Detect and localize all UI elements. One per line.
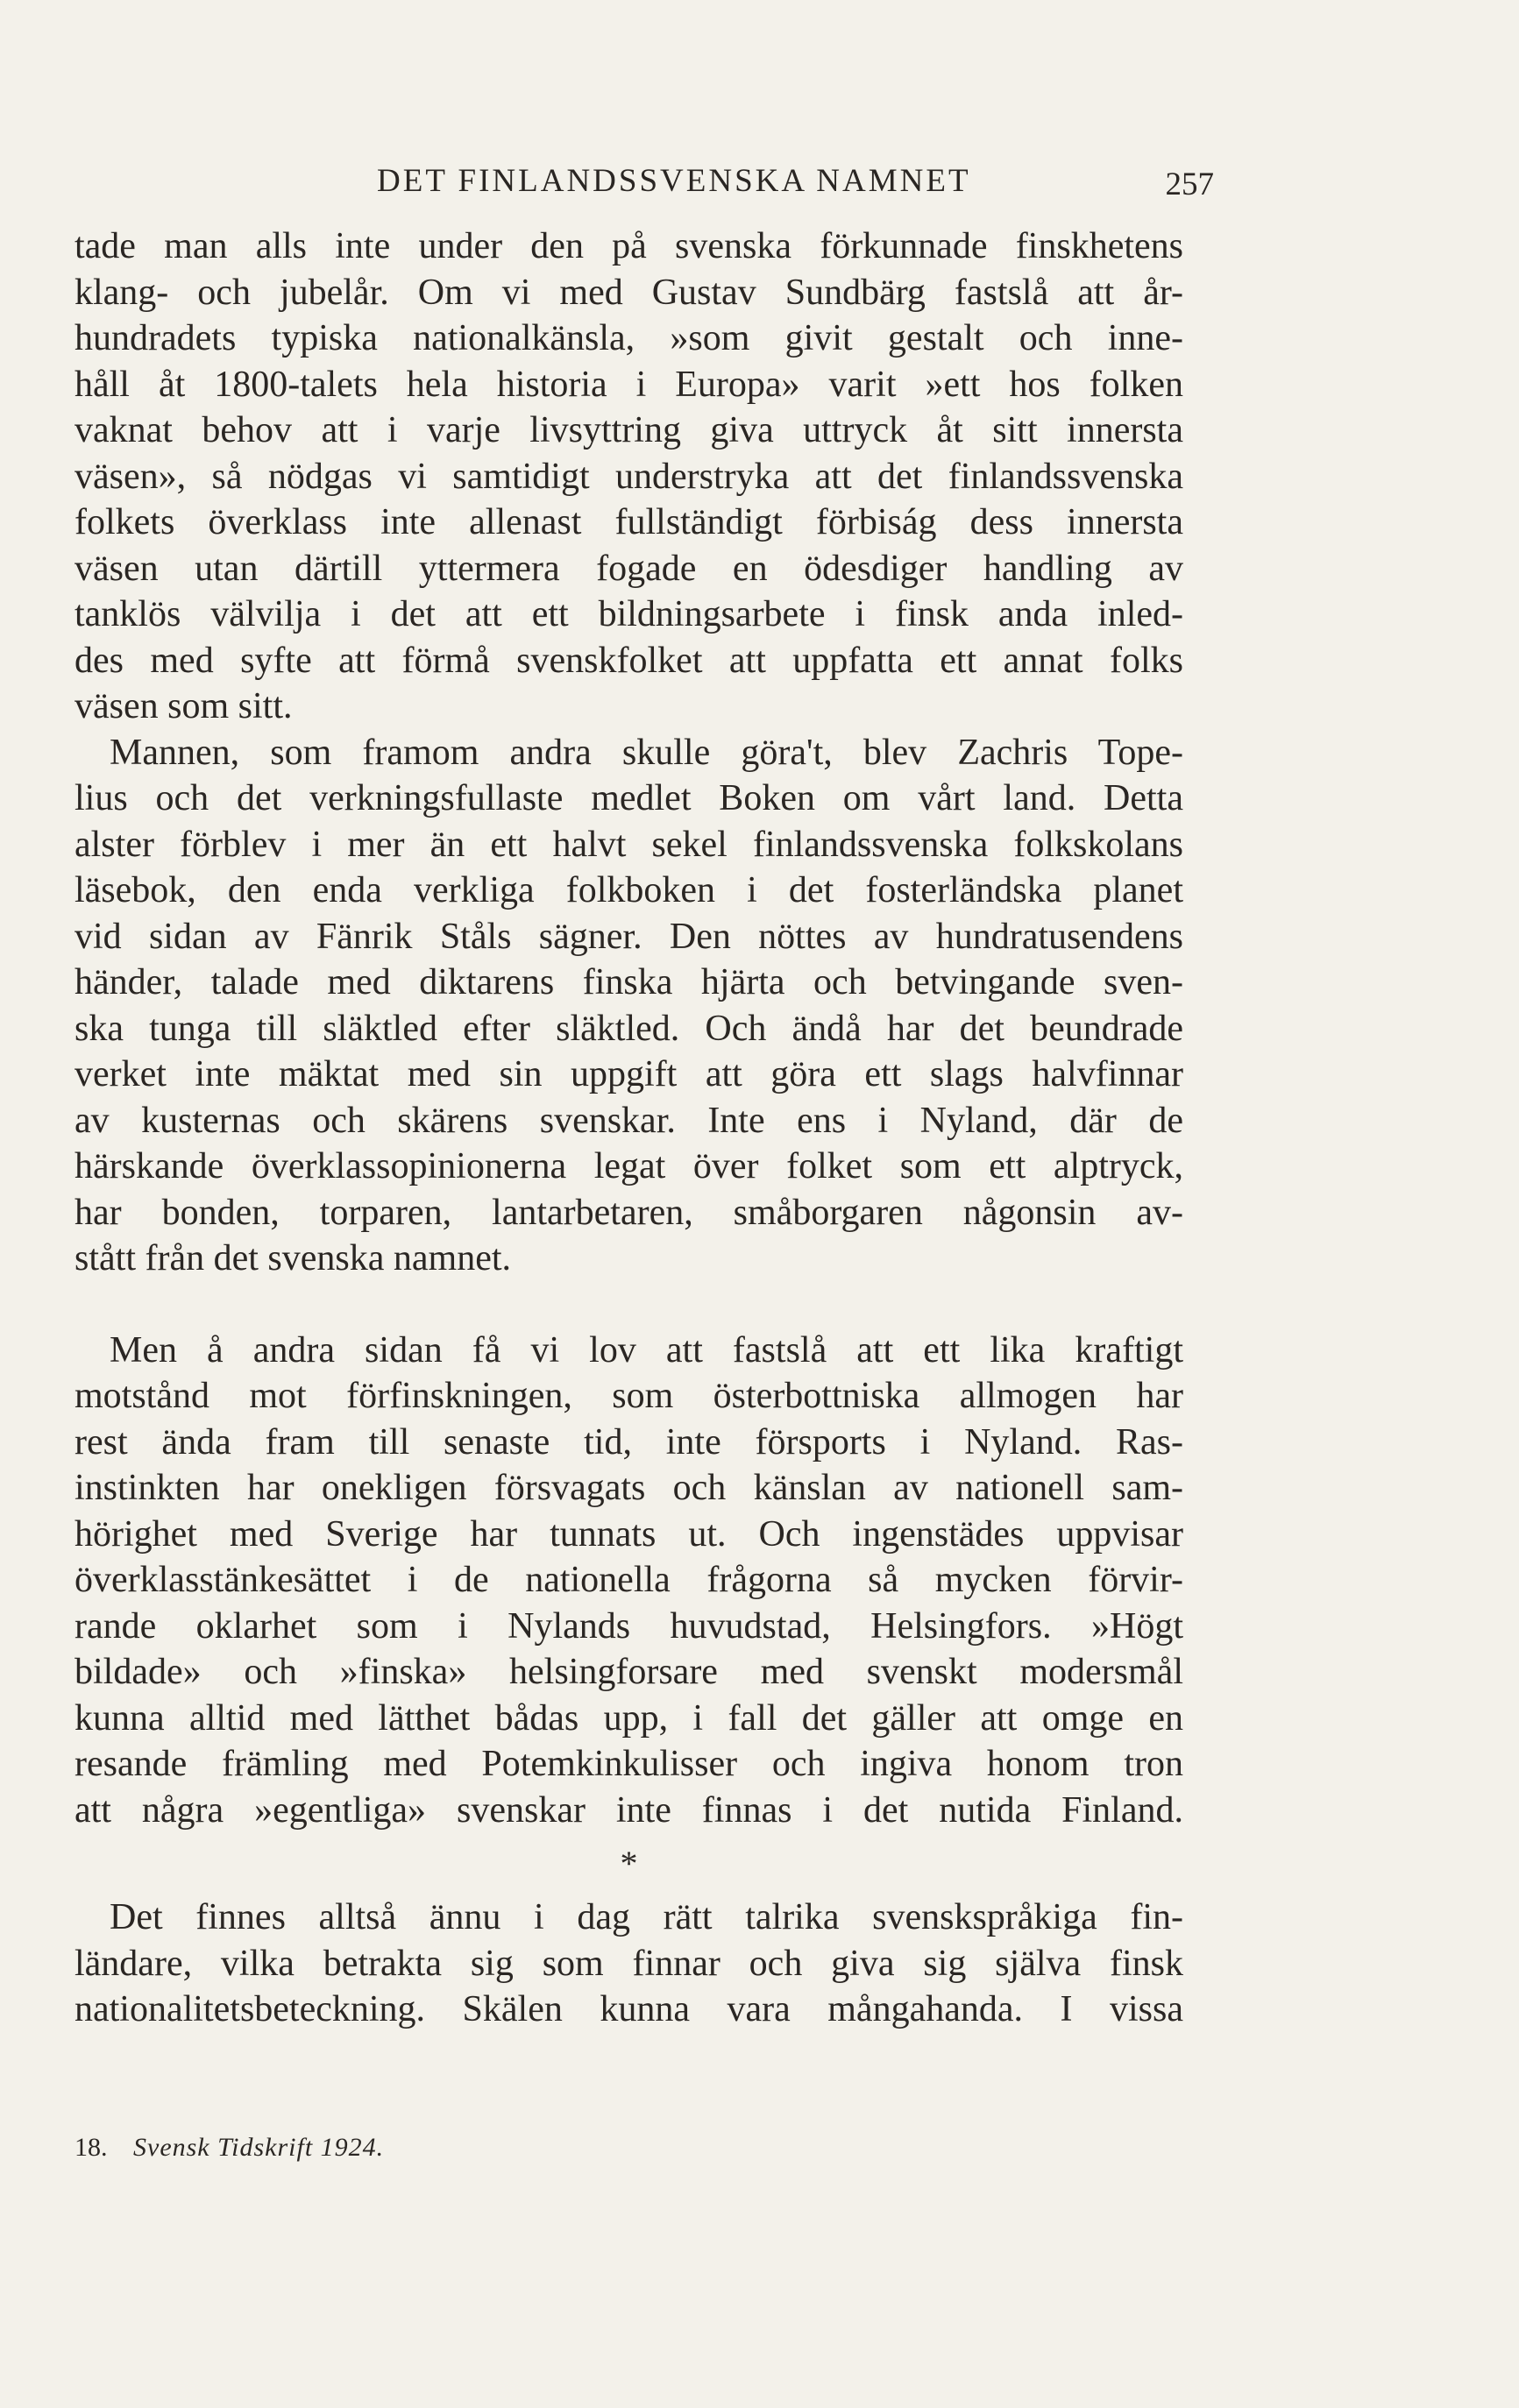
text-line: des med syfte att förmå svenskfolket att uppfatta ett annat folks [75, 640, 1183, 681]
text-line: tade man alls inte under den på svenska förkunnade finskhetens [75, 226, 1183, 266]
body-text [75, 223, 1183, 2033]
text-line: hundradets typiska nationalkänsla, »som givit gestalt och inne- [75, 318, 1183, 358]
text-line: har bonden, torparen, lantarbetaren, småborgaren någonsin av- [75, 1192, 1183, 1233]
paragraph-1 [75, 223, 1183, 730]
text-line: ländare, vilka betrakta sig som finnar och giva sig själva finsk [75, 1943, 1183, 1984]
text-line: alster förblev i mer än ett halvt sekel finlandssvenska folkskolans [75, 824, 1183, 865]
page-header [75, 162, 1214, 215]
paragraph-gap [75, 1282, 1183, 1328]
text-line: väsen utan därtill yttermera fogade en ödesdiger handling av [75, 548, 1183, 589]
text-line: nationalitetsbeteckning. Skälen kunna vara mångahanda. I vissa [75, 1989, 1183, 2029]
text-line: lius och det verkningsfullaste medlet Boken om vårt land. Detta [75, 778, 1183, 818]
text-line: klang- och jubelår. Om vi med Gustav Sundbärg fastslå att år- [75, 272, 1183, 313]
text-line: Mannen, som framom andra skulle göra't, blev Zachris Tope- [110, 732, 1183, 773]
text-line: överklasstänkesättet i de nationella frågorna så mycken förvir- [75, 1560, 1183, 1600]
text-line: väsen», så nödgas vi samtidigt understryka att det finlandssvenska [75, 456, 1183, 497]
text-line: vaknat behov att i varje livsyttring giva uttryck åt sitt innersta [75, 410, 1183, 450]
paragraph-2 [75, 730, 1183, 1282]
text-line: resande främling med Potemkinkulisser och ingiva honom tron [75, 1744, 1183, 1784]
text-line: motstånd mot förfinskningen, som österbottniska allmogen har [75, 1376, 1183, 1416]
text-line: håll åt 1800-talets hela historia i Europa» varit »ett hos folken [75, 364, 1183, 405]
text-line: hörighet med Sverige har tunnats ut. Och ingenstädes uppvisar [75, 1513, 1183, 1555]
text-line: Men å andra sidan få vi lov att fastslå att ett lika kraftigt [110, 1329, 1183, 1370]
text-line: väsen som sitt. [75, 686, 293, 726]
text-line: läsebok, den enda verkliga folkboken i det fosterländska planet [75, 870, 1183, 910]
text-line: vid sidan av Fänrik Ståls sägner. Den nöttes av hundratusendens [75, 916, 1183, 957]
paragraph-3 [75, 1328, 1183, 1834]
text-line: av kusternas och skärens svenskar. Inte ens i Nyland, där de [75, 1100, 1183, 1141]
text-line: tanklös välvilja i det att ett bildningsarbete i finsk anda inled- [75, 594, 1183, 634]
text-line: att några »egentliga» svenskar inte finnas i det nutida Finland. [75, 1789, 1183, 1831]
text-line: folkets överklass inte allenast fullständigt förbiság dess innersta [75, 502, 1183, 542]
running-title: DET FINLANDSSVENSKA NAMNET [377, 163, 971, 199]
section-divider: * [620, 1844, 638, 1883]
text-line: instinkten har onekligen försvagats och känslan av nationell sam- [75, 1468, 1183, 1508]
text-line: Det finnes alltså ännu i dag rätt talrika svenskspråkiga fin- [110, 1897, 1183, 1937]
text-line: stått från det svenska namnet. [75, 1238, 512, 1278]
text-line: härskande överklassopinionerna legat över folket som ett alptryck, [75, 1146, 1183, 1186]
text-line: kunna alltid med lätthet bådas upp, i fall det gäller att omge en [75, 1697, 1183, 1739]
paragraph-4 [75, 1895, 1183, 2033]
text-line: händer, talade med diktarens finska hjärta och betvingande sven- [75, 962, 1183, 1002]
page-footer [75, 2133, 384, 2163]
signature-mark: 18. [75, 2133, 108, 2162]
text-line: ska tunga till släktled efter släktled. Och ändå har det beundrade [75, 1008, 1183, 1049]
text-line: verket inte mäktat med sin uppgift att göra ett slags halvfinnar [75, 1054, 1183, 1094]
page-number: 257 [1165, 166, 1214, 202]
text-line: rande oklarhet som i Nylands huvudstad, Helsingfors. »Högt [75, 1605, 1183, 1647]
text-line: rest ända fram till senaste tid, inte försports i Nyland. Ras- [75, 1421, 1183, 1463]
journal-name: Svensk Tidskrift 1924. [133, 2133, 385, 2162]
text-line: bildade» och »finska» helsingforsare med svenskt modersmål [75, 1652, 1183, 1692]
